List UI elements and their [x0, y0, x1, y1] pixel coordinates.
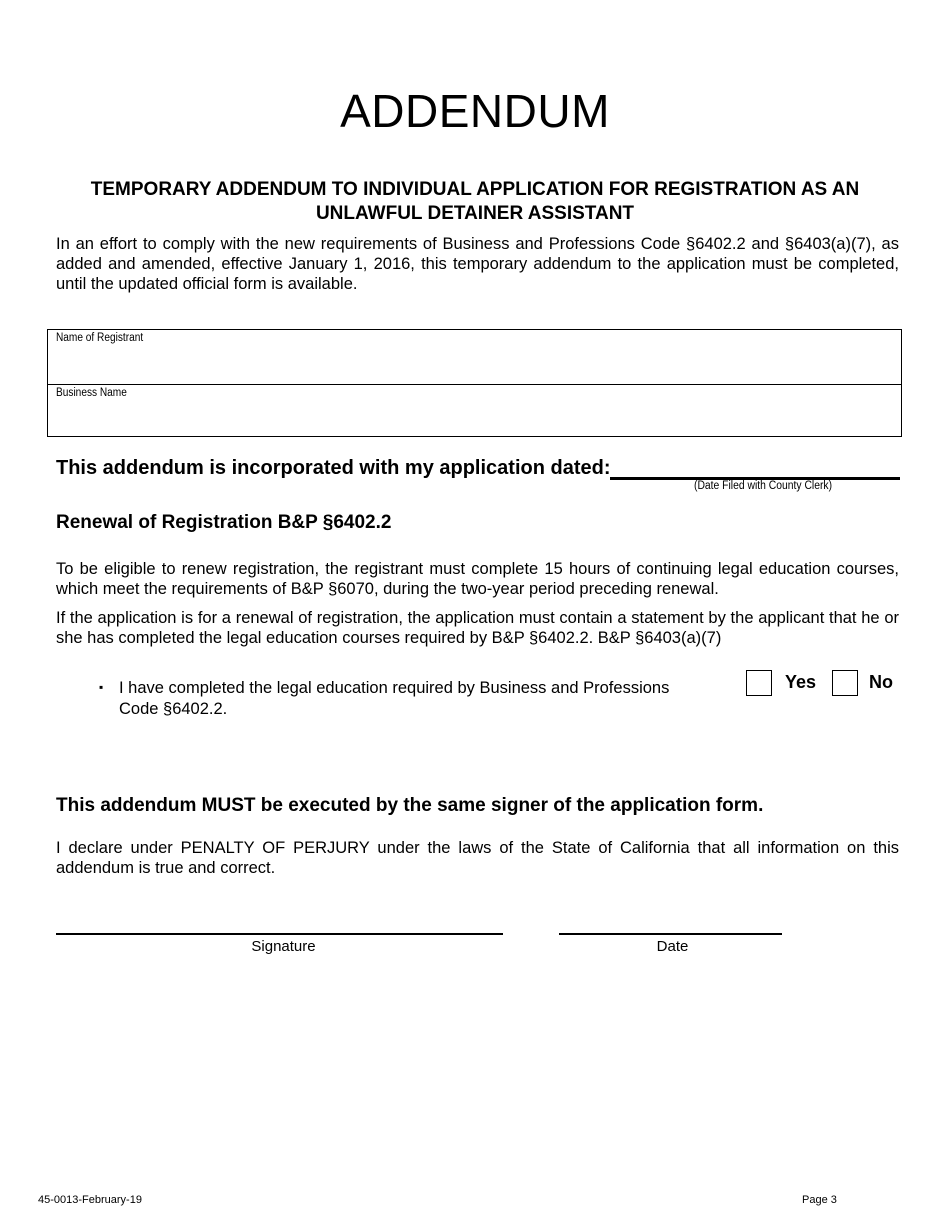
subtitle-line-2: UNLAWFUL DETAINER ASSISTANT — [315, 203, 635, 224]
yes-label: Yes — [785, 672, 817, 692]
signature-field[interactable] — [58, 908, 502, 934]
intro-paragraph: In an effort to comply with the new requirements of Business and Professions Code §6402.2 and §6403(a)(7), as added and amended, effective January 1, 2016, this temporary addendum to the application must be completed, until the updated official form is available. — [56, 235, 899, 293]
business-name-field[interactable] — [56, 403, 893, 437]
bullet-marker: ▪ — [99, 680, 104, 694]
registrant-name-label: Name of Registrant — [56, 332, 144, 344]
registrant-box — [47, 329, 902, 437]
application-date-field[interactable] — [612, 454, 902, 478]
page-number: Page 3 — [802, 1194, 837, 1206]
subtitle-line-1: TEMPORARY ADDENDUM TO INDIVIDUAL APPLICATION FOR REGISTRATION AS AN — [90, 179, 860, 200]
renewal-heading: Renewal of Registration B&P §6402.2 — [56, 512, 392, 533]
yes-checkbox[interactable] — [746, 670, 772, 696]
registrant-name-row — [48, 330, 901, 384]
execution-heading: This addendum MUST be executed by the same signer of the application form. — [56, 795, 764, 816]
date-line — [559, 933, 782, 935]
form-code: 45-0013-February-19 — [38, 1194, 142, 1206]
date-caption: Date — [656, 938, 689, 955]
registrant-name-field[interactable] — [56, 348, 893, 382]
no-checkbox[interactable] — [832, 670, 858, 696]
application-date-caption: (Date Filed with County Clerk) — [694, 480, 833, 492]
signature-line — [56, 933, 503, 935]
education-statement: I have completed the legal education required by Business and Professions Code §6402.2. — [119, 679, 670, 718]
business-name-row — [48, 384, 901, 439]
form-subtitle — [40, 178, 910, 226]
no-label: No — [869, 672, 893, 692]
business-name-label: Business Name — [56, 387, 127, 399]
application-date-statement: This addendum is incorporated with my application dated: — [56, 457, 611, 479]
renewal-eligibility-paragraph: To be eligible to renew registration, the registrant must complete 15 hours of continuing legal education courses, which meet the requirements of B&P §6070, during the two-year period preceding renewal. — [56, 560, 899, 598]
renewal-statement-paragraph: If the application is for a renewal of registration, the application must contain a statement by the applicant that he or she has completed the legal education courses required by B&P §6402.2. B&P §6403(a)(7) — [56, 609, 899, 647]
perjury-declaration: I declare under PENALTY OF PERJURY under the laws of the State of California that all information on this addendum is true and correct. — [56, 839, 899, 877]
date-field[interactable] — [561, 908, 783, 934]
signature-caption: Signature — [251, 938, 316, 955]
page-title: ADDENDUM — [340, 85, 610, 137]
